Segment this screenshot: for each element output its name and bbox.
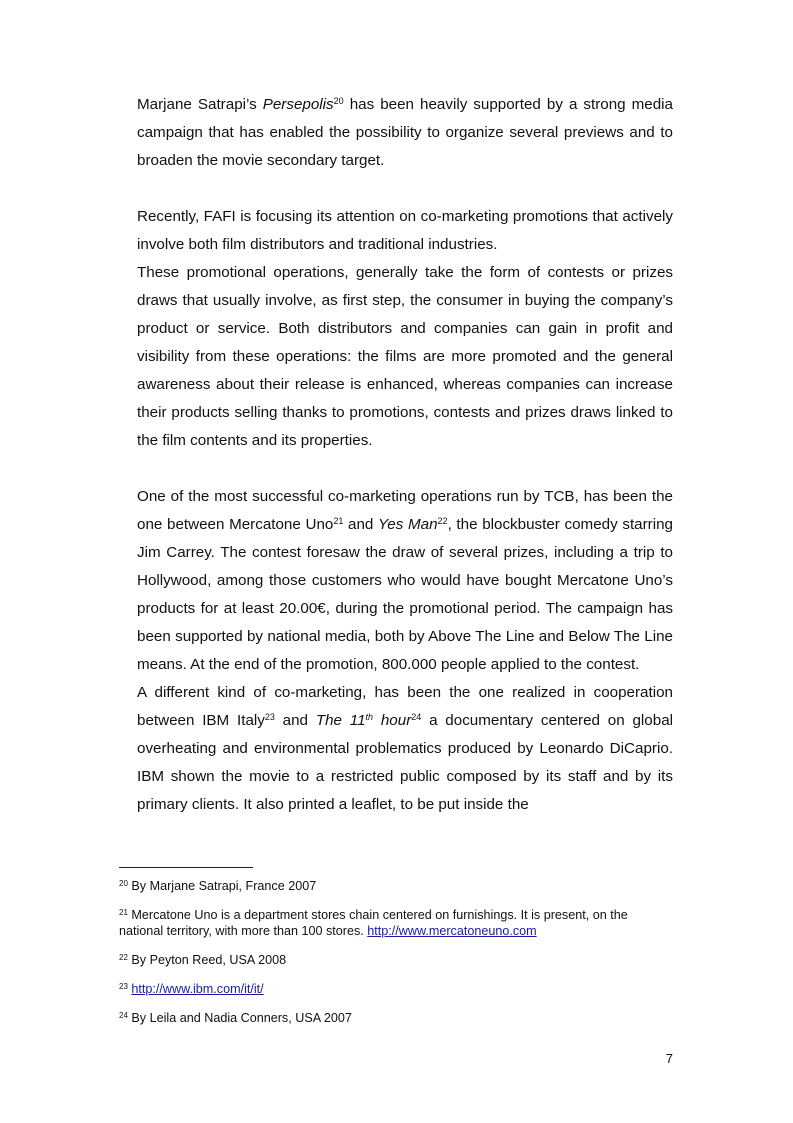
footnote-number: 21 bbox=[119, 908, 128, 917]
footnote-text: Mercatone Uno is a department stores chain centered on furnishings. It is present, on the national territory, with more than 100 stores. bbox=[119, 908, 628, 938]
footnote-text: By Marjane Satrapi, France 2007 bbox=[127, 879, 317, 893]
body-text bbox=[137, 91, 673, 819]
text-run: and bbox=[274, 712, 316, 729]
paragraph-promotions: These promotional operations, generally take the form of contests or prizes draws that usually involve, as first step, the consumer in buying the company’s product or service. Both distributors and companies can gain in profit and visibility from these operations: the films are more promoted and the general awareness about their release is enhanced, whereas companies can increase their products selling thanks to promotions, contests and prizes draws linked to the film contents and its properties. bbox=[137, 264, 673, 449]
title-part: hour bbox=[373, 712, 412, 729]
paragraph-fafi: Recently, FAFI is focusing its attention on co-marketing promotions that actively involve both film distributors and traditional industries. bbox=[137, 208, 673, 253]
text-run: A different kind of co-marketing, has been the one realized in cooperation between IBM Italy bbox=[137, 684, 673, 729]
paragraph-ibm bbox=[137, 679, 673, 819]
text-run: has been heavily supported by a strong media campaign that has enabled the possibility to organize several previews and to broaden the movie secondary target. bbox=[137, 96, 674, 169]
footnote-number: 23 bbox=[119, 982, 128, 991]
text-run: a documentary centered on global overheating and environmental problematics produced by Leonardo DiCaprio. IBM shown the movie to a restricted public composed by its staff and by its primary clients. It also printed a leaflet, to be put inside the bbox=[137, 712, 674, 813]
film-title: Yes Man bbox=[378, 516, 438, 533]
footnote-23 bbox=[119, 981, 673, 997]
text-run: and bbox=[343, 516, 379, 533]
ordinal-suffix: th bbox=[365, 712, 374, 722]
footnote-ref[interactable]: 21 bbox=[333, 516, 344, 526]
page-number: 7 bbox=[665, 1051, 673, 1066]
footnote-number: 24 bbox=[119, 1011, 128, 1020]
paragraph-mercatone bbox=[137, 483, 673, 679]
footnote-ref[interactable]: 22 bbox=[437, 516, 448, 526]
footnotes bbox=[119, 867, 673, 1039]
footnote-text: By Peyton Reed, USA 2008 bbox=[127, 953, 287, 967]
title-part: The 11 bbox=[315, 712, 366, 729]
paragraph-persepolis bbox=[137, 91, 673, 175]
film-title: Persepolis bbox=[262, 96, 334, 113]
text-run: Marjane Satrapi’s bbox=[137, 96, 263, 113]
footnote-22 bbox=[119, 952, 673, 968]
footnote-ref[interactable]: 23 bbox=[264, 712, 275, 722]
footnote-ref[interactable]: 20 bbox=[333, 96, 344, 106]
footnote-ref[interactable]: 24 bbox=[411, 712, 422, 722]
film-title bbox=[316, 712, 411, 729]
footnote-number: 22 bbox=[119, 953, 128, 962]
footnote-separator bbox=[119, 867, 253, 868]
footnote-24 bbox=[119, 1010, 673, 1026]
footnote-21 bbox=[119, 907, 673, 939]
footnote-number: 20 bbox=[119, 879, 128, 888]
ibm-link[interactable]: http://www.ibm.com/it/it/ bbox=[131, 982, 264, 996]
footnote-text: By Leila and Nadia Conners, USA 2007 bbox=[127, 1011, 352, 1025]
mercatone-link[interactable]: http://www.mercatoneuno.com bbox=[367, 924, 537, 938]
text-run: One of the most successful co-marketing operations run by TCB, has been the one between Mercatone Uno bbox=[137, 488, 673, 533]
footnote-20 bbox=[119, 878, 673, 894]
text-run: , the blockbuster comedy starring Jim Carrey. The contest foresaw the draw of several prizes, including a trip to Hollywood, among those customers who would have bought Mercatone Uno’s products for at least 20.00€, during the promotional period. The campaign has been supported by national media, both by Above The Line and Below The Line means. At the end of the promotion, 800.000 people applied to the contest. bbox=[137, 516, 673, 673]
